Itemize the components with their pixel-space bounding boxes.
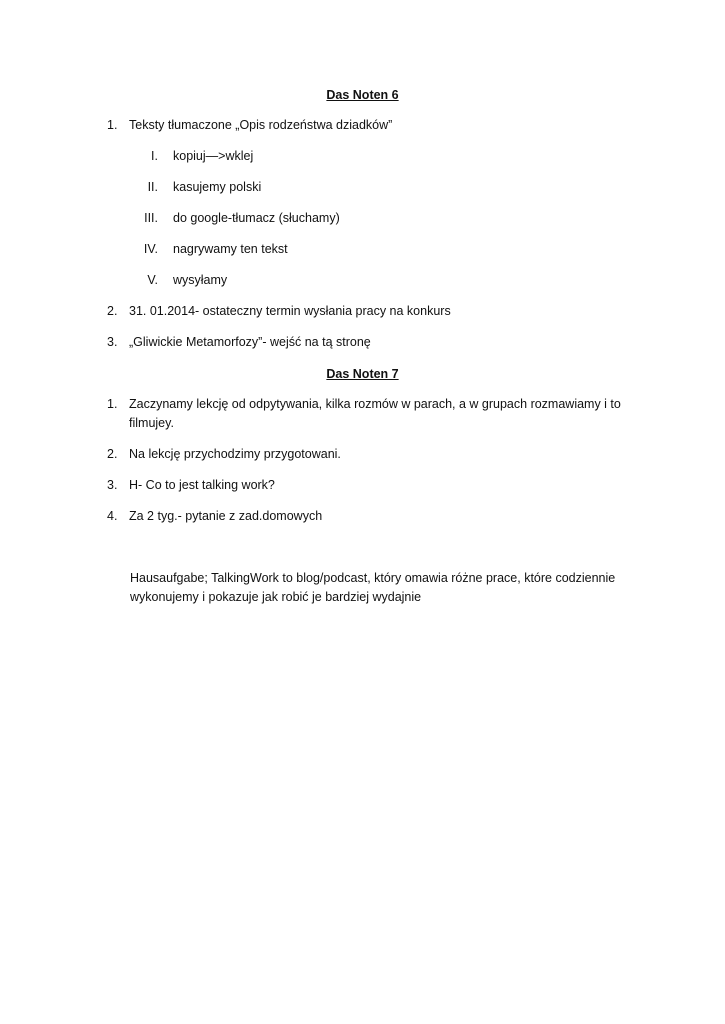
list-text: Za 2 tyg.- pytanie z zad.domowych xyxy=(129,509,323,523)
sublist-text: kasujemy polski xyxy=(173,180,262,194)
list-number: 2. xyxy=(107,304,118,318)
list-number: 1. xyxy=(107,118,118,132)
list-text: „Gliwickie Metamorfozy”- wejść na tą stronę xyxy=(129,335,371,349)
list-number: 3. xyxy=(107,478,118,492)
list-text: Teksty tłumaczone „Opis rodzeństwa dziadków” xyxy=(129,118,393,132)
homework-paragraph-line-2: wykonujemy i pokazuje jak robić je bardziej wydajnie xyxy=(130,590,422,604)
list-number: 3. xyxy=(107,335,118,349)
sublist-text: kopiuj—>wklej xyxy=(173,149,254,163)
roman-number: I. xyxy=(151,149,158,163)
list-number: 4. xyxy=(107,509,118,523)
list-text: filmujey. xyxy=(129,416,174,430)
list-number: 1. xyxy=(107,397,118,411)
list-text: H- Co to jest talking work? xyxy=(129,478,275,492)
sublist-text: nagrywamy ten tekst xyxy=(173,242,288,256)
roman-number: V. xyxy=(147,273,158,287)
list-text: Na lekcję przychodzimy przygotowani. xyxy=(129,447,341,461)
roman-number: II. xyxy=(147,180,158,194)
list-number: 2. xyxy=(107,447,118,461)
roman-number: III. xyxy=(144,211,158,225)
section-heading-das-noten-7: Das Noten 7 xyxy=(326,367,399,381)
list-text: 31. 01.2014- ostateczny termin wysłania pracy na konkurs xyxy=(129,304,451,318)
sublist-text: wysyłamy xyxy=(173,273,228,287)
section-heading-das-noten-6: Das Noten 6 xyxy=(326,88,399,102)
homework-paragraph-line-1: Hausaufgabe; TalkingWork to blog/podcast, który omawia różne prace, które codziennie xyxy=(130,571,616,585)
list-text: Zaczynamy lekcję od odpytywania, kilka rozmów w parach, a w grupach rozmawiamy i to xyxy=(129,397,621,411)
roman-number: IV. xyxy=(143,242,158,256)
sublist-text: do google-tłumacz (słuchamy) xyxy=(173,211,340,225)
